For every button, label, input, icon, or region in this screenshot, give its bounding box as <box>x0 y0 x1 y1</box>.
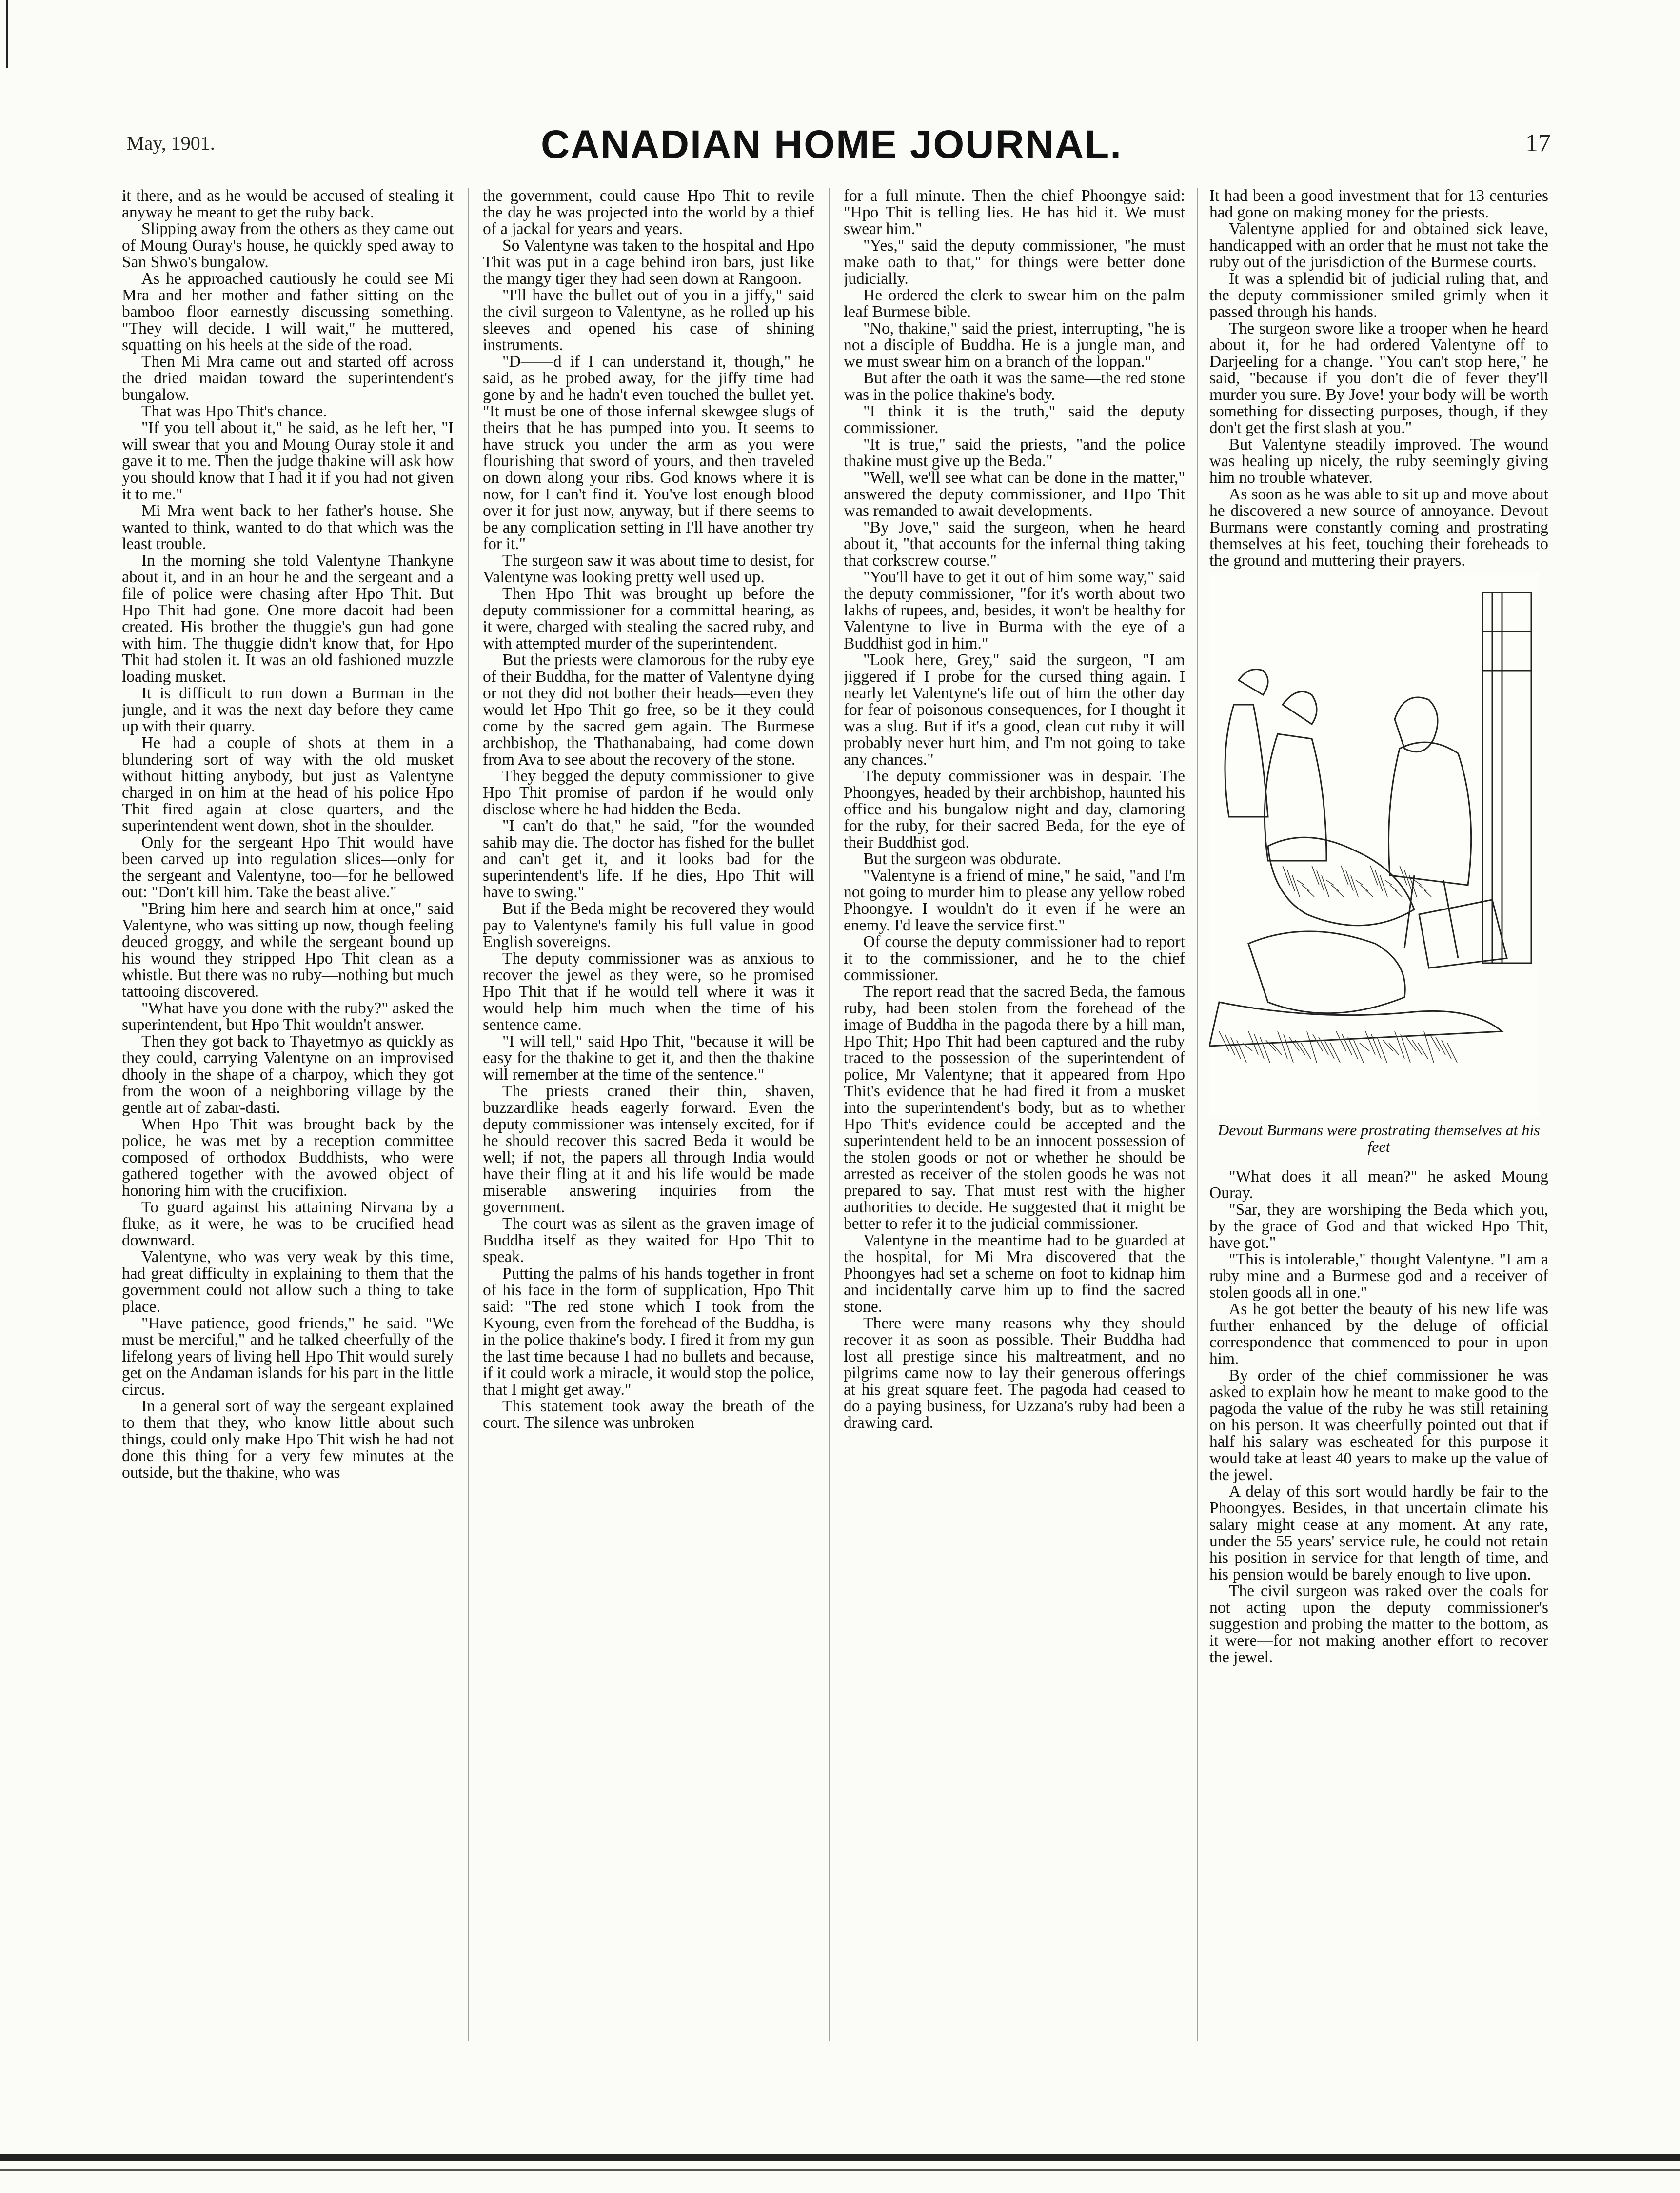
article-paragraph: "I will tell," said Hpo Thit, "because it will be easy for the thakine to get it, and then the thakine will remember at the time of the sentence." <box>483 1032 814 1084</box>
article-paragraph: "I think it is the truth," said the deputy commissioner. <box>844 402 1185 437</box>
article-paragraph: Slipping away from the others as they came out of Moung Ouray's house, he quickly sped away to San Shwo's bungalow. <box>122 220 454 271</box>
article-paragraph: Then they got back to Thayetmyo as quickly as they could, carrying Valentyne on an improvised dhooly in the shape of a charpoy, which they got from the woon of a neighboring village by the gentle art of zabar-dasti. <box>122 1032 454 1117</box>
article-paragraph: Then Mi Mra came out and started off across the dried maidan toward the superintendent's bungalow. <box>122 353 454 404</box>
text-column-1 <box>122 188 454 2051</box>
text-column-3 <box>844 188 1185 2051</box>
article-paragraph: That was Hpo Thit's chance. <box>141 402 327 420</box>
article-paragraph: "I can't do that," he said, "for the wounded sahib may die. The doctor has fished for the bullet and can't get it, and it looks bad for the superintendent's life. If he dies, Hpo Thit will have to swing." <box>483 817 814 901</box>
article-paragraph: "D——d if I can understand it, though," he said, as he probed away, for the jiffy time had gone by and he hadn't even touched the bullet yet. "It must be one of those infernal skewgee slugs of theirs that he has pumped into you. It seems to have struck you under the arm as you were flourishing that sword of yours, and then traveled on down along your ribs. God knows where it is now, for I can't find it. You've lost enough blood over it for just now, anyway, but if there seems to be any complication setting in I'll have another try for it." <box>483 353 814 553</box>
article-paragraph: Then Hpo Thit was brought up before the deputy commissioner for a committal hearing, as it were, charged with stealing the sacred ruby, and with attempted murder of the superintendent. <box>483 585 814 652</box>
article-paragraph: Valentyne applied for and obtained sick leave, handicapped with an order that he must not take the ruby out of the jurisdiction of the Burmese courts. <box>1209 220 1548 271</box>
article-paragraph: As he got better the beauty of his new life was further enhanced by the deluge of official correspondence that commenced to pour in upon him. <box>1209 1300 1548 1368</box>
article-paragraph: As he approached cautiously he could see Mi Mra and her mother and father sitting on the bamboo floor earnestly discussing something. "They will decide. I will wait," he muttered, squatting on his heels at the side of the road. <box>122 270 454 354</box>
article-paragraph: "This is intolerable," thought Valentyne. "I am a ruby mine and a Burmese god and a receiver of stolen goods all in one." <box>1209 1250 1548 1302</box>
article-paragraph: They begged the deputy commissioner to give Hpo Thit promise of pardon if he would only disclose where he had hidden the Beda. <box>483 767 814 818</box>
text-column-4 <box>1209 188 1548 2051</box>
article-paragraph: So Valentyne was taken to the hospital and Hpo Thit was put in a cage behind iron bars, just like the mangy tiger they had seen down at Rangoon. <box>483 237 814 288</box>
article-paragraph: By order of the chief commissioner he was asked to explain how he meant to make good to the pagoda the value of the ruby he was still retaining on his person. It was cheerfully pointed out that if half his salary was escheated for this purpose it would take at least 40 years to make up the value of the jewel. <box>1209 1366 1548 1484</box>
article-paragraph: "What have you done with the ruby?" asked the superintendent, but Hpo Thit wouldn't answer. <box>122 999 454 1034</box>
article-paragraph: "Valentyne is a friend of mine," he said, "and I'm not going to murder him to please any yellow robed Phoongye. I wouldn't do it even if he were an enemy. I'd leave the service first." <box>844 867 1185 934</box>
article-paragraph: It was a splendid bit of judicial ruling that, and the deputy commissioner smiled grimly when it passed through his hands. <box>1209 270 1548 321</box>
article-paragraph: This statement took away the breath of the court. The silence was unbroken <box>483 1397 814 1432</box>
article-paragraph: "You'll have to get it out of him some way," said the deputy commissioner, "for it's worth about two lakhs of rupees, and, besides, it won't be healthy for Valentyne to live in Burma with the eye of a Buddhist god in him." <box>844 568 1185 652</box>
article-paragraph: "No, thakine," said the priest, interrupting, "he is not a disciple of Buddha. He is a jungle man, and we must swear him on a branch of the loppan." <box>844 319 1185 371</box>
article-paragraph: The civil surgeon was raked over the coals for not acting upon the deputy commissioner's suggestion and probing the matter to the bottom, as it were—for not making another effort to recover the jewel. <box>1209 1582 1548 1666</box>
article-paragraph: Only for the sergeant Hpo Thit would have been carved up into regulation slices—only for the sergeant and Valentyne, too—for he bellowed out: "Don't kill him. Take the beast alive." <box>122 833 454 901</box>
article-paragraph: "I'll have the bullet out of you in a jiffy," said the civil surgeon to Valentyne, as he rolled up his sleeves and opened his case of shining instruments. <box>483 286 814 354</box>
bottom-rule <box>0 2154 1680 2161</box>
article-paragraph: "Have patience, good friends," he said. "We must be merciful," and he talked cheerfully of the lifelong years of living hell Hpo Thit would surely get on the Andaman islands for his part in the little circus. <box>122 1314 454 1399</box>
illustration-caption: Devout Burmans were prostrating themselves at his feet <box>1218 1121 1540 1155</box>
article-paragraph: But after the oath it was the same—the red stone was in the police thakine's body. <box>844 369 1185 404</box>
engraving-image <box>1209 573 1539 1117</box>
article-paragraph: He ordered the clerk to swear him on the palm leaf Burmese bible. <box>844 286 1185 321</box>
article-paragraph: As soon as he was able to sit up and move about he discovered a new source of annoyance. Devout Burmans were constantly coming and prostrating themselves at his feet, touching their foreheads to the ground and muttering their prayers. <box>1209 485 1548 570</box>
article-paragraph: Of course the deputy commissioner had to report it to the commissioner, and he to the chief commissioner. <box>844 933 1185 984</box>
article-paragraph: The court was as silent as the graven image of Buddha itself as they waited for Hpo Thit to speak. <box>483 1215 814 1266</box>
article-paragraph: The surgeon saw it was about time to desist, for Valentyne was looking pretty well used up. <box>483 552 814 586</box>
article-paragraph: When Hpo Thit was brought back by the police, he was met by a reception committee composed of orthodox Buddhists, who were gathered together with the avowed object of honoring him with the crucifixion. <box>122 1115 454 1200</box>
article-paragraph: A delay of this sort would hardly be fair to the Phoongyes. Besides, in that uncertain climate his salary might cease at any moment. At any rate, under the 55 years' service rule, he could not retain his position in service for that length of time, and his pension would be barely enough to live upon. <box>1209 1482 1548 1583</box>
article-paragraph: The report read that the sacred Beda, the famous ruby, had been stolen from the forehead of the image of Buddha in the pagoda there by a hill man, Hpo Thit; Hpo Thit had been captured and the ruby traced to the possession of the superintendent of police, Mr Valentyne; that it appeared from Hpo Thit's evidence that he had fired it from a musket into the superintendent's body, but as to whether Hpo Thit's evidence could be accepted and the superintendent held to be an innocent possession of the stolen goods or not or whether he should be arrested as receiver of the stolen goods he was not prepared to say. That must rest with the higher authorities to decide. He suggested that it might be better to refer it to the judicial commissioner. <box>844 983 1185 1233</box>
article-paragraph: "If you tell about it," he said, as he left her, "I will swear that you and Moung Ouray stole it and gave it to me. Then the judge thakine will ask how you should know that I had it if you had not given it to me." <box>122 419 454 503</box>
column-divider <box>829 188 830 2041</box>
article-paragraph: The surgeon swore like a trooper when he heard about it, for he had ordered Valentyne off to Darjeeling for a change. "You can't stop here," he said, "because if you don't die of fever they'll murder you sure. By Jove! your body will be worth something for dissecting purposes, though, if they don't get the first slash at you." <box>1209 319 1548 437</box>
issue-date: May, 1901. <box>127 132 215 154</box>
article-paragraph: There were many reasons why they should recover it as soon as possible. Their Buddha had lost all prestige since his maltreatment, and no pilgrims came now to lay their generous offerings at his great square feet. The pagoda had ceased to do a paying business, for Uzzana's ruby had been a drawing card. <box>844 1314 1185 1432</box>
article-paragraph: He had a couple of shots at them in a blundering sort of way with the old musket without hitting anybody, but just as Valentyne charged in on him at the head of his police Hpo Thit fired again at close quarters, and the superintendent went down, shot in the shoulder. <box>122 734 454 835</box>
text-column-2 <box>483 188 814 2051</box>
article-paragraph: Mi Mra went back to her father's house. She wanted to think, wanted to do that which was the least trouble. <box>122 502 454 553</box>
article-paragraph: But if the Beda might be recovered they would pay to Valentyne's family his full value in good English sovereigns. <box>483 900 814 951</box>
article-paragraph: Valentyne in the meantime had to be guarded at the hospital, for Mi Mra discovered that the Phoongyes had set a scheme on foot to kidnap him and incidentally carve him up to find the sacred stone. <box>844 1231 1185 1316</box>
article-paragraph: The deputy commissioner was in despair. The Phoongyes, headed by their archbishop, haunted his office and his bungalow night and day, clamoring for the ruby, for their sacred Beda, for the eye of their Buddhist god. <box>844 767 1185 851</box>
article-paragraph: Putting the palms of his hands together in front of his face in the form of supplication, Hpo Thit said: "The red stone which I took from the Kyoung, even from the forehead of the Buddha, is in the police thakine's body. I fired it from my gun the last time because I had no bullets and because, if it could work a miracle, it would stop the police, that I might get away." <box>483 1264 814 1399</box>
article-paragraph: The deputy commissioner was as anxious to recover the jewel as they were, so he promised Hpo Thit that if he would tell where it was it would help him much when the time of his sentence came. <box>483 949 814 1034</box>
article-paragraph: But the priests were clamorous for the ruby eye of their Buddha, for the matter of Valentyne dying or not they did not bother their heads—even they would let Hpo Thit go free, so be it they could come by the sacred gem again. The Burmese archbishop, the Thathanabaing, had come down from Ava to see about the recovery of the stone. <box>483 651 814 769</box>
page-header <box>112 122 1551 176</box>
article-paragraph: it there, and as he would be accused of stealing it anyway he meant to get the ruby back. <box>122 188 454 221</box>
article-paragraph: "Yes," said the deputy commissioner, "he must make oath to that," for things were better done judicially. <box>844 237 1185 288</box>
article-paragraph: But Valentyne steadily improved. The wound was healing up nicely, the ruby seemingly giving him no trouble whatever. <box>1209 435 1548 487</box>
article-paragraph: The priests craned their thin, shaven, buzzardlike heads eagerly forward. Even the deputy commissioner was intensely excited, for if he should recover this sacred Beda it would be well; if not, the papers all through India would have their fling at it and his life would be made miserable answering inquiries from the government. <box>483 1082 814 1216</box>
illustration-prostrating-burmans <box>1209 573 1539 1117</box>
journal-title: CANADIAN HOME JOURNAL. <box>541 122 1122 167</box>
article-paragraph: "What does it all mean?" he asked Moung Ouray. <box>1209 1167 1548 1202</box>
article-paragraph: for a full minute. Then the chief Phoongye said: "Hpo Thit is telling lies. He has hid it. We must swear him." <box>844 188 1185 238</box>
edge-rule <box>6 0 8 68</box>
article-paragraph: But the surgeon was obdurate. <box>863 850 1061 868</box>
bottom-rule-thin <box>0 2169 1680 2171</box>
article-paragraph: "By Jove," said the surgeon, when he heard about it, "that accounts for the infernal thing taking that corkscrew course." <box>844 518 1185 570</box>
article-paragraph: "Bring him here and search him at once," said Valentyne, who was sitting up now, though feeling deuced groggy, and while the sergeant bound up his wound they stripped Hpo Thit clean as a whistle. But there was no ruby—nothing but much tattooing discovered. <box>122 900 454 1001</box>
article-paragraph: In the morning she told Valentyne Thankyne about it, and in an hour he and the sergeant and a file of police were chasing after Hpo Thit. But Hpo Thit had gone. One more dacoit had been created. His brother the thuggie's gun had gone with him. The thuggie didn't know that, for Hpo Thit had stolen it. It was an old fashioned muzzle loading musket. <box>122 552 454 686</box>
article-paragraph: It had been a good investment that for 13 centuries had gone on making money for the priests. <box>1209 188 1548 221</box>
article-paragraph: To guard against his attaining Nirvana by a fluke, as it were, he was to be crucified head downward. <box>122 1198 454 1249</box>
article-paragraph: In a general sort of way the sergeant explained to them that they, who know little about such things, could only make Hpo Thit wish he had not done this thing for a very few minutes at the outside, but the thakine, who was <box>122 1397 454 1482</box>
article-paragraph: the government, could cause Hpo Thit to revile the day he was projected into the world by a thief of a jackal for years and years. <box>483 188 814 238</box>
article-paragraph: "Sar, they are worshiping the Beda which you, by the grace of God and that wicked Hpo Thit, have got." <box>1209 1201 1548 1252</box>
column-divider <box>468 188 469 2041</box>
article-paragraph: It is difficult to run down a Burman in the jungle, and it was the next day before they came up with their quarry. <box>122 684 454 735</box>
article-paragraph: "Well, we'll see what can be done in the matter," answered the deputy commissioner, and Hpo Thit was remanded to await developments. <box>844 469 1185 520</box>
article-paragraph: "It is true," said the priests, "and the police thakine must give up the Beda." <box>844 435 1185 470</box>
article-paragraph: "Look here, Grey," said the surgeon, "I am jiggered if I probe for the cursed thing again. I nearly let Valentyne's life out of him the other day for fear of poisonous consequences, for I thought it was a slug. But if it's a good, clean cut ruby it will probably never hurt him, and I'm not going to take any chances." <box>844 651 1185 769</box>
column-divider <box>1197 188 1198 2041</box>
page-number: 17 <box>1525 129 1551 157</box>
article-paragraph: Valentyne, who was very weak by this time, had great difficulty in explaining to them that the government could not allow such a thing to take place. <box>122 1248 454 1316</box>
